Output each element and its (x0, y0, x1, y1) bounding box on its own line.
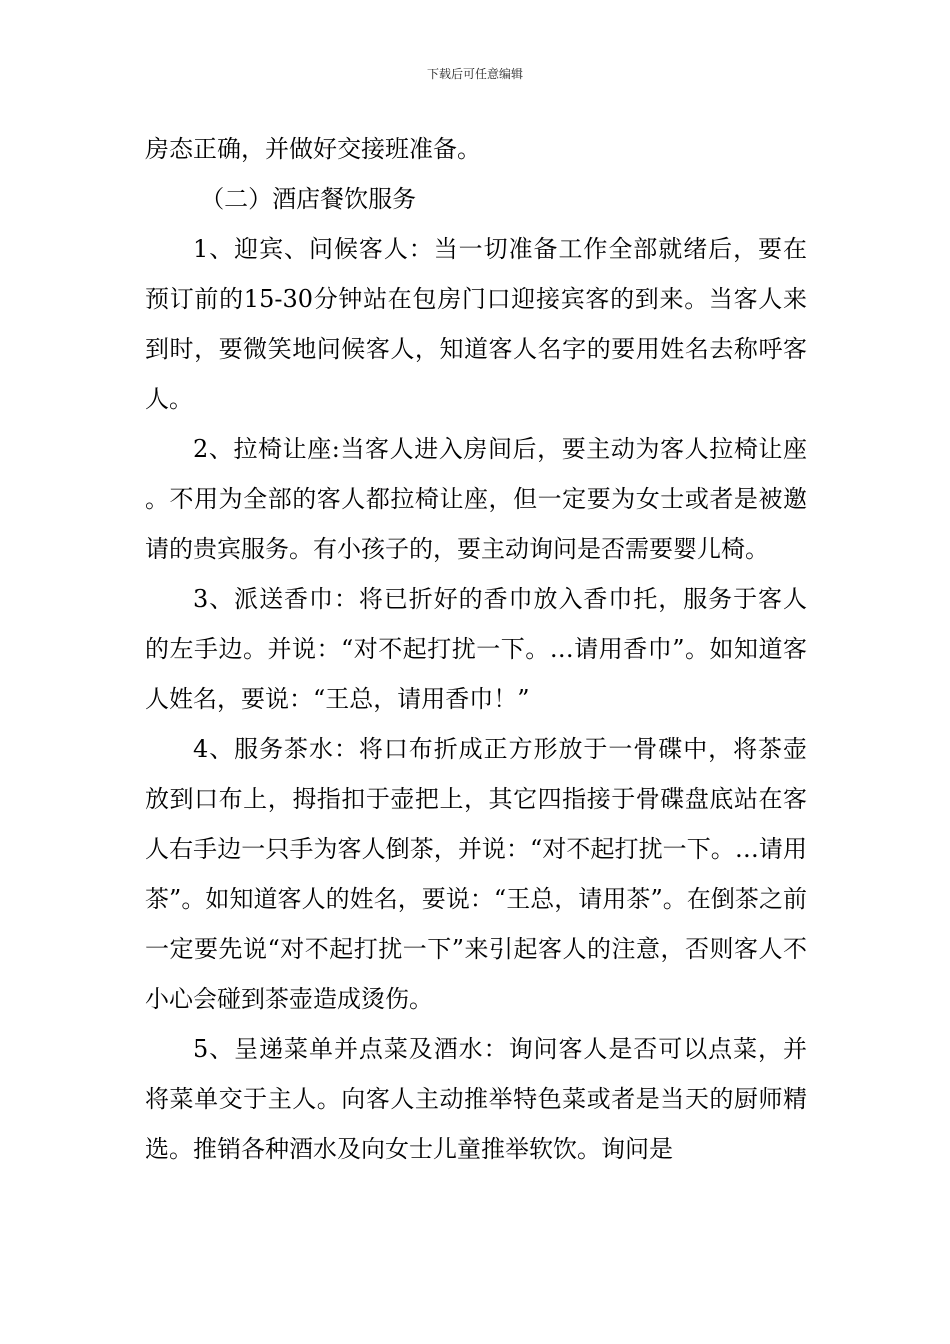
paragraph-greeting: 1、迎宾、问候客人：当一切准备工作全部就绪后，要在预订前的15-30分钟站在包房门口迎接宾客的到来。当客人来到时，要微笑地问候客人，知道客人名字的要用姓名去称呼客人。 (145, 235, 807, 413)
paragraph-seating: 2、拉椅让座:当客人进入房间后，要主动为客人拉椅让座。不用为全部的客人都拉椅让座，但一定要为女士或者是被邀请的贵宾服务。有小孩子的，要主动询问是否需要婴儿椅。 (145, 435, 807, 563)
page-header: 下载后可任意编辑 (426, 67, 523, 81)
paragraph-menu: 5、呈递菜单并点菜及酒水：询问客人是否可以点菜，并将菜单交于主人。向客人主动推举特色菜或者是当天的厨师精选。推销各种酒水及向女士儿童推举软饮。询问是 (145, 1035, 807, 1163)
paragraph-continuation: 房态正确，并做好交接班准备。 (145, 135, 481, 163)
paragraph-tea: 4、服务茶水：将口布折成正方形放于一骨碟中，将茶壶放到口布上，拇指扣于壶把上，其它四指接于骨碟盘底站在客人右手边一只手为客人倒茶，并说：“对不起打扰一下。…请用茶”。如知道客人的姓名，要说：“王总，请用茶”。在倒茶之前一定要先说“对不起打扰一下”来引起客人的注意，否则客人不小心会碰到茶壶造成烫伤。 (145, 735, 807, 1013)
document-body (145, 124, 807, 1174)
section-heading: （二）酒店餐饮服务 (200, 185, 417, 213)
paragraph-towel: 3、派送香巾：将已折好的香巾放入香巾托，服务于客人的左手边。并说：“对不起打扰一下。…请用香巾”。如知道客人姓名，要说：“王总，请用香巾！” (145, 585, 807, 713)
